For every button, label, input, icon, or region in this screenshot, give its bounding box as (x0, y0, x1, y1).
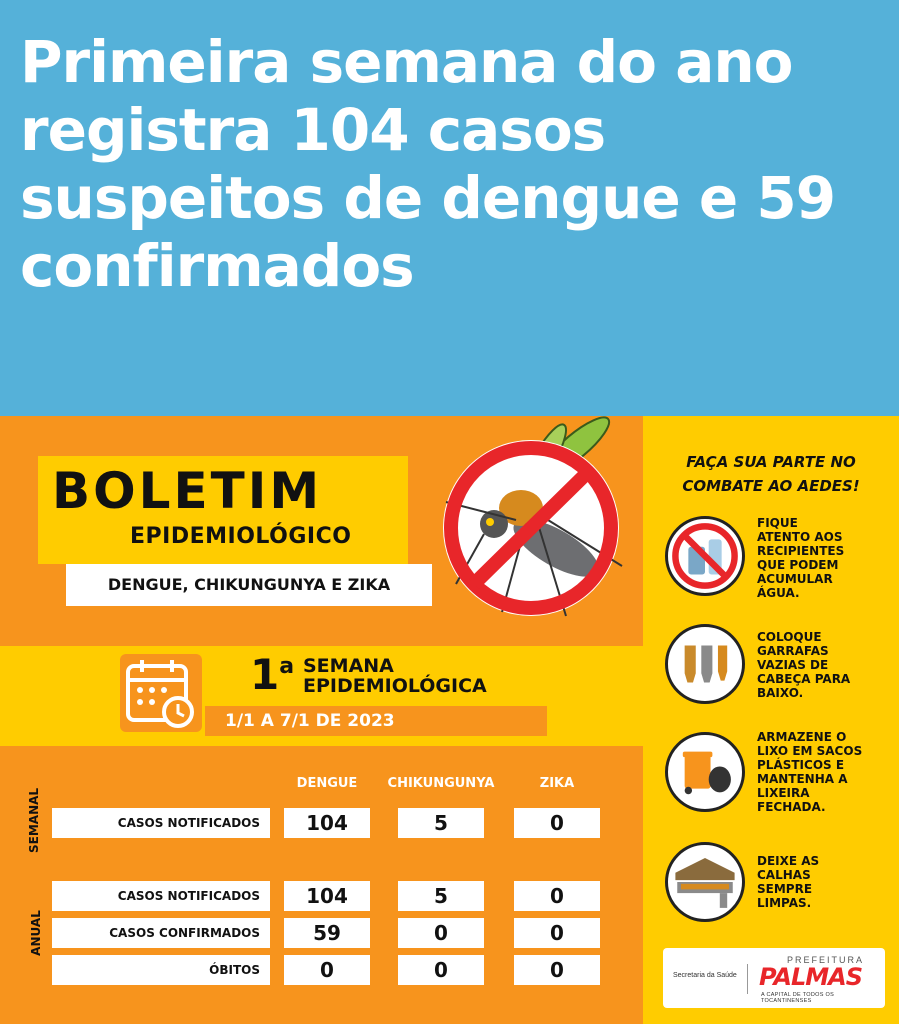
city-logo (663, 948, 885, 1008)
week-number: 1$^a$ (250, 650, 295, 699)
roof-gutter-icon (665, 842, 745, 922)
bulletin-title-box (38, 456, 408, 564)
tip-3-text: ARMAZENE O LIXO EM SACOS PLÁSTICOS E MANTENHA A LIXEIRA FECHADA. (757, 730, 863, 814)
tip-4-text: DEIXE AS CALHAS SEMPRE LIMPAS. (757, 854, 820, 910)
tips-title: FAÇA SUA PARTE NO COMBATE AO AEDES! (682, 453, 860, 495)
headline-banner (0, 0, 899, 416)
annual-confirmed-dengue: 59 (284, 918, 370, 948)
annual-notified-dengue: 104 (284, 881, 370, 911)
annual-confirmed-label: CASOS CONFIRMADOS (52, 918, 270, 948)
weekly-zika-value: 0 (514, 808, 600, 838)
column-header-chikungunya: CHIKUNGUNYA (387, 776, 495, 791)
prefeitura-label: PREFEITURA (787, 955, 865, 965)
date-range: 1/1 A 7/1 DE 2023 (225, 711, 395, 731)
bulletin-poster (0, 416, 899, 1024)
diseases-box (66, 564, 432, 606)
column-header-dengue: DENGUE (296, 776, 358, 791)
city-name: PALMAS (759, 963, 862, 991)
annual-section-label: ANUAL (29, 910, 43, 956)
weekly-row-label: CASOS NOTIFICADOS (52, 808, 270, 838)
secretaria-label: Secretaria da Saúde (673, 972, 737, 979)
annual-deaths-dengue: 0 (284, 955, 370, 985)
weekly-chikungunya-value: 5 (398, 808, 484, 838)
no-containers-icon (665, 516, 745, 596)
upside-down-bottles-icon (665, 624, 745, 704)
logo-divider (747, 964, 748, 994)
week-label: SEMANA EPIDEMIOLÓGICA (303, 655, 487, 697)
trash-bin-icon (665, 732, 745, 812)
tips-panel (643, 416, 899, 1024)
tip-2-text: COLOQUE GARRAFAS VAZIAS DE CABEÇA PARA BAIXO. (757, 630, 851, 700)
annual-deaths-label: ÓBITOS (52, 955, 270, 985)
annual-confirmed-zika: 0 (514, 918, 600, 948)
tip-1-text: FIQUE ATENTO AOS RECIPIENTES QUE PODEM ACUMULAR ÁGUA. (757, 516, 845, 600)
weekly-dengue-value: 104 (284, 808, 370, 838)
city-slogan: A CAPITAL DE TODOS OS TOCANTINENSES (761, 992, 835, 1004)
annual-notified-chikungunya: 5 (398, 881, 484, 911)
diseases-label: DENGUE, CHIKUNGUNYA E ZIKA (107, 575, 391, 594)
annual-notified-zika: 0 (514, 881, 600, 911)
annual-notified-label: CASOS NOTIFICADOS (52, 881, 270, 911)
annual-deaths-zika: 0 (514, 955, 600, 985)
headline: Primeira semana do ano registra 104 casos suspeitos de dengue e 59 confirmados (20, 28, 836, 300)
calendar-icon (120, 654, 202, 732)
column-header-zika: ZIKA (539, 776, 575, 791)
bulletin-subtitle: EPIDEMIOLÓGICO (130, 524, 352, 549)
no-mosquito-icon (426, 416, 636, 636)
annual-deaths-chikungunya: 0 (398, 955, 484, 985)
weekly-section-label: SEMANAL (27, 787, 41, 853)
bulletin-title: BOLETIM (52, 462, 323, 520)
annual-confirmed-chikungunya: 0 (398, 918, 484, 948)
